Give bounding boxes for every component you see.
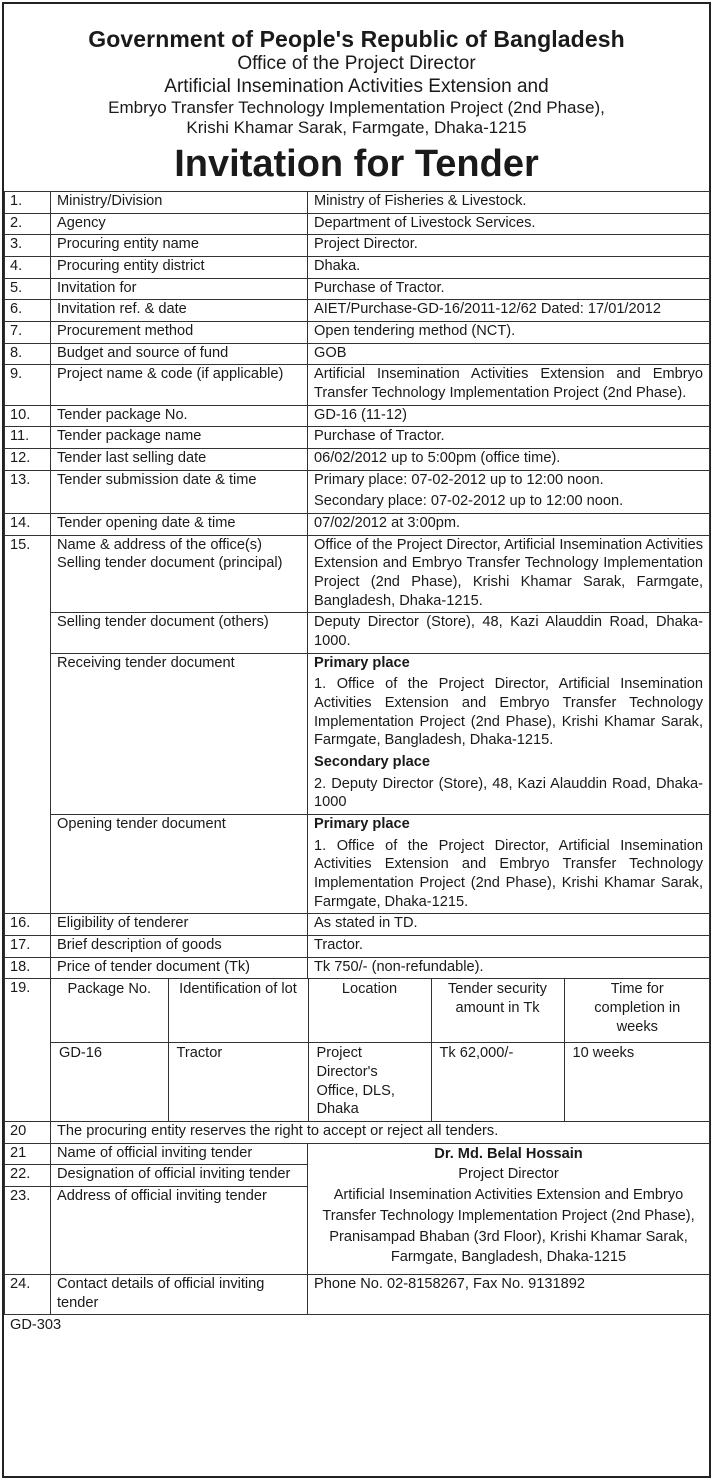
row-number: 9. [5, 365, 51, 405]
table-row: 19. Package No. Identification of lot Location Tender security amount in Tk Time for completion in weeks GD-16 Tractor Project Director's Office, DLS, Dhaka Tk 62,000/- 10 weeks [5, 979, 710, 1122]
table-row [5, 191, 710, 213]
table-row [5, 278, 710, 300]
row-label: Agency [51, 213, 308, 235]
table-row [5, 365, 710, 405]
office-line: Office of the Project Director [237, 53, 476, 75]
table-row: 21 Name of official inviting tender Dr. Md. Belal Hossain Project Director Artificial Insemination Activities Extension and Embryo Transfer Technology Implementation Project (2nd Phase), Pranisampad Bhaban (3rd Floor), Krishi Khamar Sarak, Farmgate, Bangladesh, Dhaka-1215 [5, 1143, 710, 1165]
row-number: 10. [5, 405, 51, 427]
table-row [5, 300, 710, 322]
row-label: Tender package No. [51, 405, 308, 427]
tender-table [4, 191, 710, 1316]
official-address: Pranisampad Bhaban (3rd Floor), Krishi Khamar Sarak, Farmgate, Bangladesh, Dhaka-1215 [329, 1228, 688, 1266]
official-name: Dr. Md. Belal Hossain [434, 1145, 583, 1162]
row-label: Invitation ref. & date [51, 300, 308, 322]
notice-header [4, 4, 709, 187]
package-data-row: GD-16 Tractor Project Director's Office, DLS, Dhaka Tk 62,000/- 10 weeks [51, 1043, 710, 1121]
table-row: Receiving tender document Primary place 1. Office of the Project Director, Artificial Insemination Activities Extension and Embryo Transfer Technology Implementation Project (2nd Phase), Krishi Khamar Sarak, Farmgate, Bangladesh, Dhaka-1215. Secondary place 2. Deputy Director (Store), 48, Kazi Alauddin Road, Dhaka-1000 [5, 653, 710, 814]
table-row: Opening tender document Primary place 1. Office of the Project Director, Artificial Insemination Activities Extension and Embryo Transfer Technology Implementation Project (2nd Phase), Krishi Khamar Sarak, Farmgate, Dhaka-1215. [5, 815, 710, 914]
row-value: AIET/Purchase-GD-16/2011-12/62 Dated: 17/01/2012 [308, 300, 710, 322]
table-row: 14. Tender opening date & time 07/02/2012 at 3:00pm. [5, 513, 710, 535]
row-label: Procuring entity district [51, 256, 308, 278]
table-row: 24. Contact details of official inviting tender Phone No. 02-8158267, Fax No. 9131892 [5, 1275, 710, 1315]
row-number: 2. [5, 213, 51, 235]
submission-primary: Primary place: 07-02-2012 up to 12:00 noon. [314, 471, 604, 488]
row-value: Open tendering method (NCT). [308, 321, 710, 343]
table-row: Selling tender document (others) Deputy Director (Store), 48, Kazi Alauddin Road, Dhaka-1000. [5, 613, 710, 653]
table-row [5, 235, 710, 257]
row-number: 18. [5, 957, 51, 979]
row-label: Procuring entity name [51, 235, 308, 257]
row-number: 12. [5, 448, 51, 470]
row-number: 16. [5, 914, 51, 936]
project-line-2: Embryo Transfer Technology Implementation Project (2nd Phase), [108, 97, 605, 117]
row-value: 06/02/2012 up to 5:00pm (office time). [308, 448, 710, 470]
row-value: Department of Livestock Services. [308, 213, 710, 235]
row-number: 7. [5, 321, 51, 343]
package-table [51, 979, 710, 1121]
row-label: Budget and source of fund [51, 343, 308, 365]
row-value: Tractor. [308, 936, 710, 958]
submission-secondary: Secondary place: 07-02-2012 up to 12:00 noon. [314, 493, 624, 510]
row-label: Project name & code (if applicable) [51, 365, 308, 405]
row-value: GOB [308, 343, 710, 365]
row-value: As stated in TD. [308, 914, 710, 936]
row-value: Ministry of Fisheries & Livestock. [308, 191, 710, 213]
page-title: Invitation for Tender [174, 143, 539, 186]
package-header-row: Package No. Identification of lot Location Tender security amount in Tk Time for completion in weeks [51, 979, 710, 1043]
table-row [5, 448, 710, 470]
table-row: 15. Name & address of the office(s) Selling tender document (principal) Office of the Project Director, Artificial Insemination Activities Extension and Embryo Transfer Technology Implementation Project (2nd Phase), Krishi Khamar Sarak, Farmgate, Bangladesh, Dhaka-1215. [5, 535, 710, 613]
table-row [5, 405, 710, 427]
row-label: Brief description of goods [51, 936, 308, 958]
row-number: 3. [5, 235, 51, 257]
table-row [5, 213, 710, 235]
row-label: Tender package name [51, 427, 308, 449]
government-heading: Government of People's Republic of Bangladesh [88, 26, 625, 52]
row-number: 4. [5, 256, 51, 278]
row-number: 5. [5, 278, 51, 300]
row-label: Eligibility of tenderer [51, 914, 308, 936]
official-designation: Project Director [458, 1166, 559, 1183]
row-number: 1. [5, 191, 51, 213]
office-address: Krishi Khamar Sarak, Farmgate, Dhaka-1215 [186, 117, 527, 137]
row-label: Procurement method [51, 321, 308, 343]
row-value: Purchase of Tractor. [308, 278, 710, 300]
row-value: GD-16 (11-12) [308, 405, 710, 427]
table-row: 20 The procuring entity reserves the right to accept or reject all tenders. [5, 1122, 710, 1144]
row-value: Purchase of Tractor. [308, 427, 710, 449]
row-number: 6. [5, 300, 51, 322]
table-row [5, 321, 710, 343]
table-row: 23. Address of official inviting tender [5, 1187, 710, 1275]
row-value: Artificial Insemination Activities Extension and Embryo Transfer Technology Implementation Project (2nd Phase). [308, 365, 710, 405]
project-line-1: Artificial Insemination Activities Extension and [164, 75, 549, 97]
row-label: Price of tender document (Tk) [51, 957, 308, 979]
row-number: 17. [5, 936, 51, 958]
table-row [5, 914, 710, 936]
table-row [5, 343, 710, 365]
row-number: 8. [5, 343, 51, 365]
row-value: Tk 750/- (non-refundable). [308, 957, 710, 979]
table-row [5, 427, 710, 449]
row-label: Ministry/Division [51, 191, 308, 213]
row-label: Tender last selling date [51, 448, 308, 470]
table-row [5, 936, 710, 958]
table-row: 13. Tender submission date & time Primary place: 07-02-2012 up to 12:00 noon. Secondary place: 07-02-2012 up to 12:00 noon. [5, 470, 710, 513]
row-value: Project Director. [308, 235, 710, 257]
tender-notice [2, 2, 711, 1478]
row-value: Dhaka. [308, 256, 710, 278]
table-row [5, 256, 710, 278]
footer-code: GD-303 [10, 1317, 62, 1334]
official-block [308, 1143, 710, 1274]
official-project: Artificial Insemination Activities Extension and Embryo Transfer Technology Implementation Project (2nd Phase), [322, 1187, 695, 1224]
row-number: 11. [5, 427, 51, 449]
table-row: 22. Designation of official inviting tender [5, 1165, 710, 1187]
row-label: Invitation for [51, 278, 308, 300]
table-row [5, 957, 710, 979]
